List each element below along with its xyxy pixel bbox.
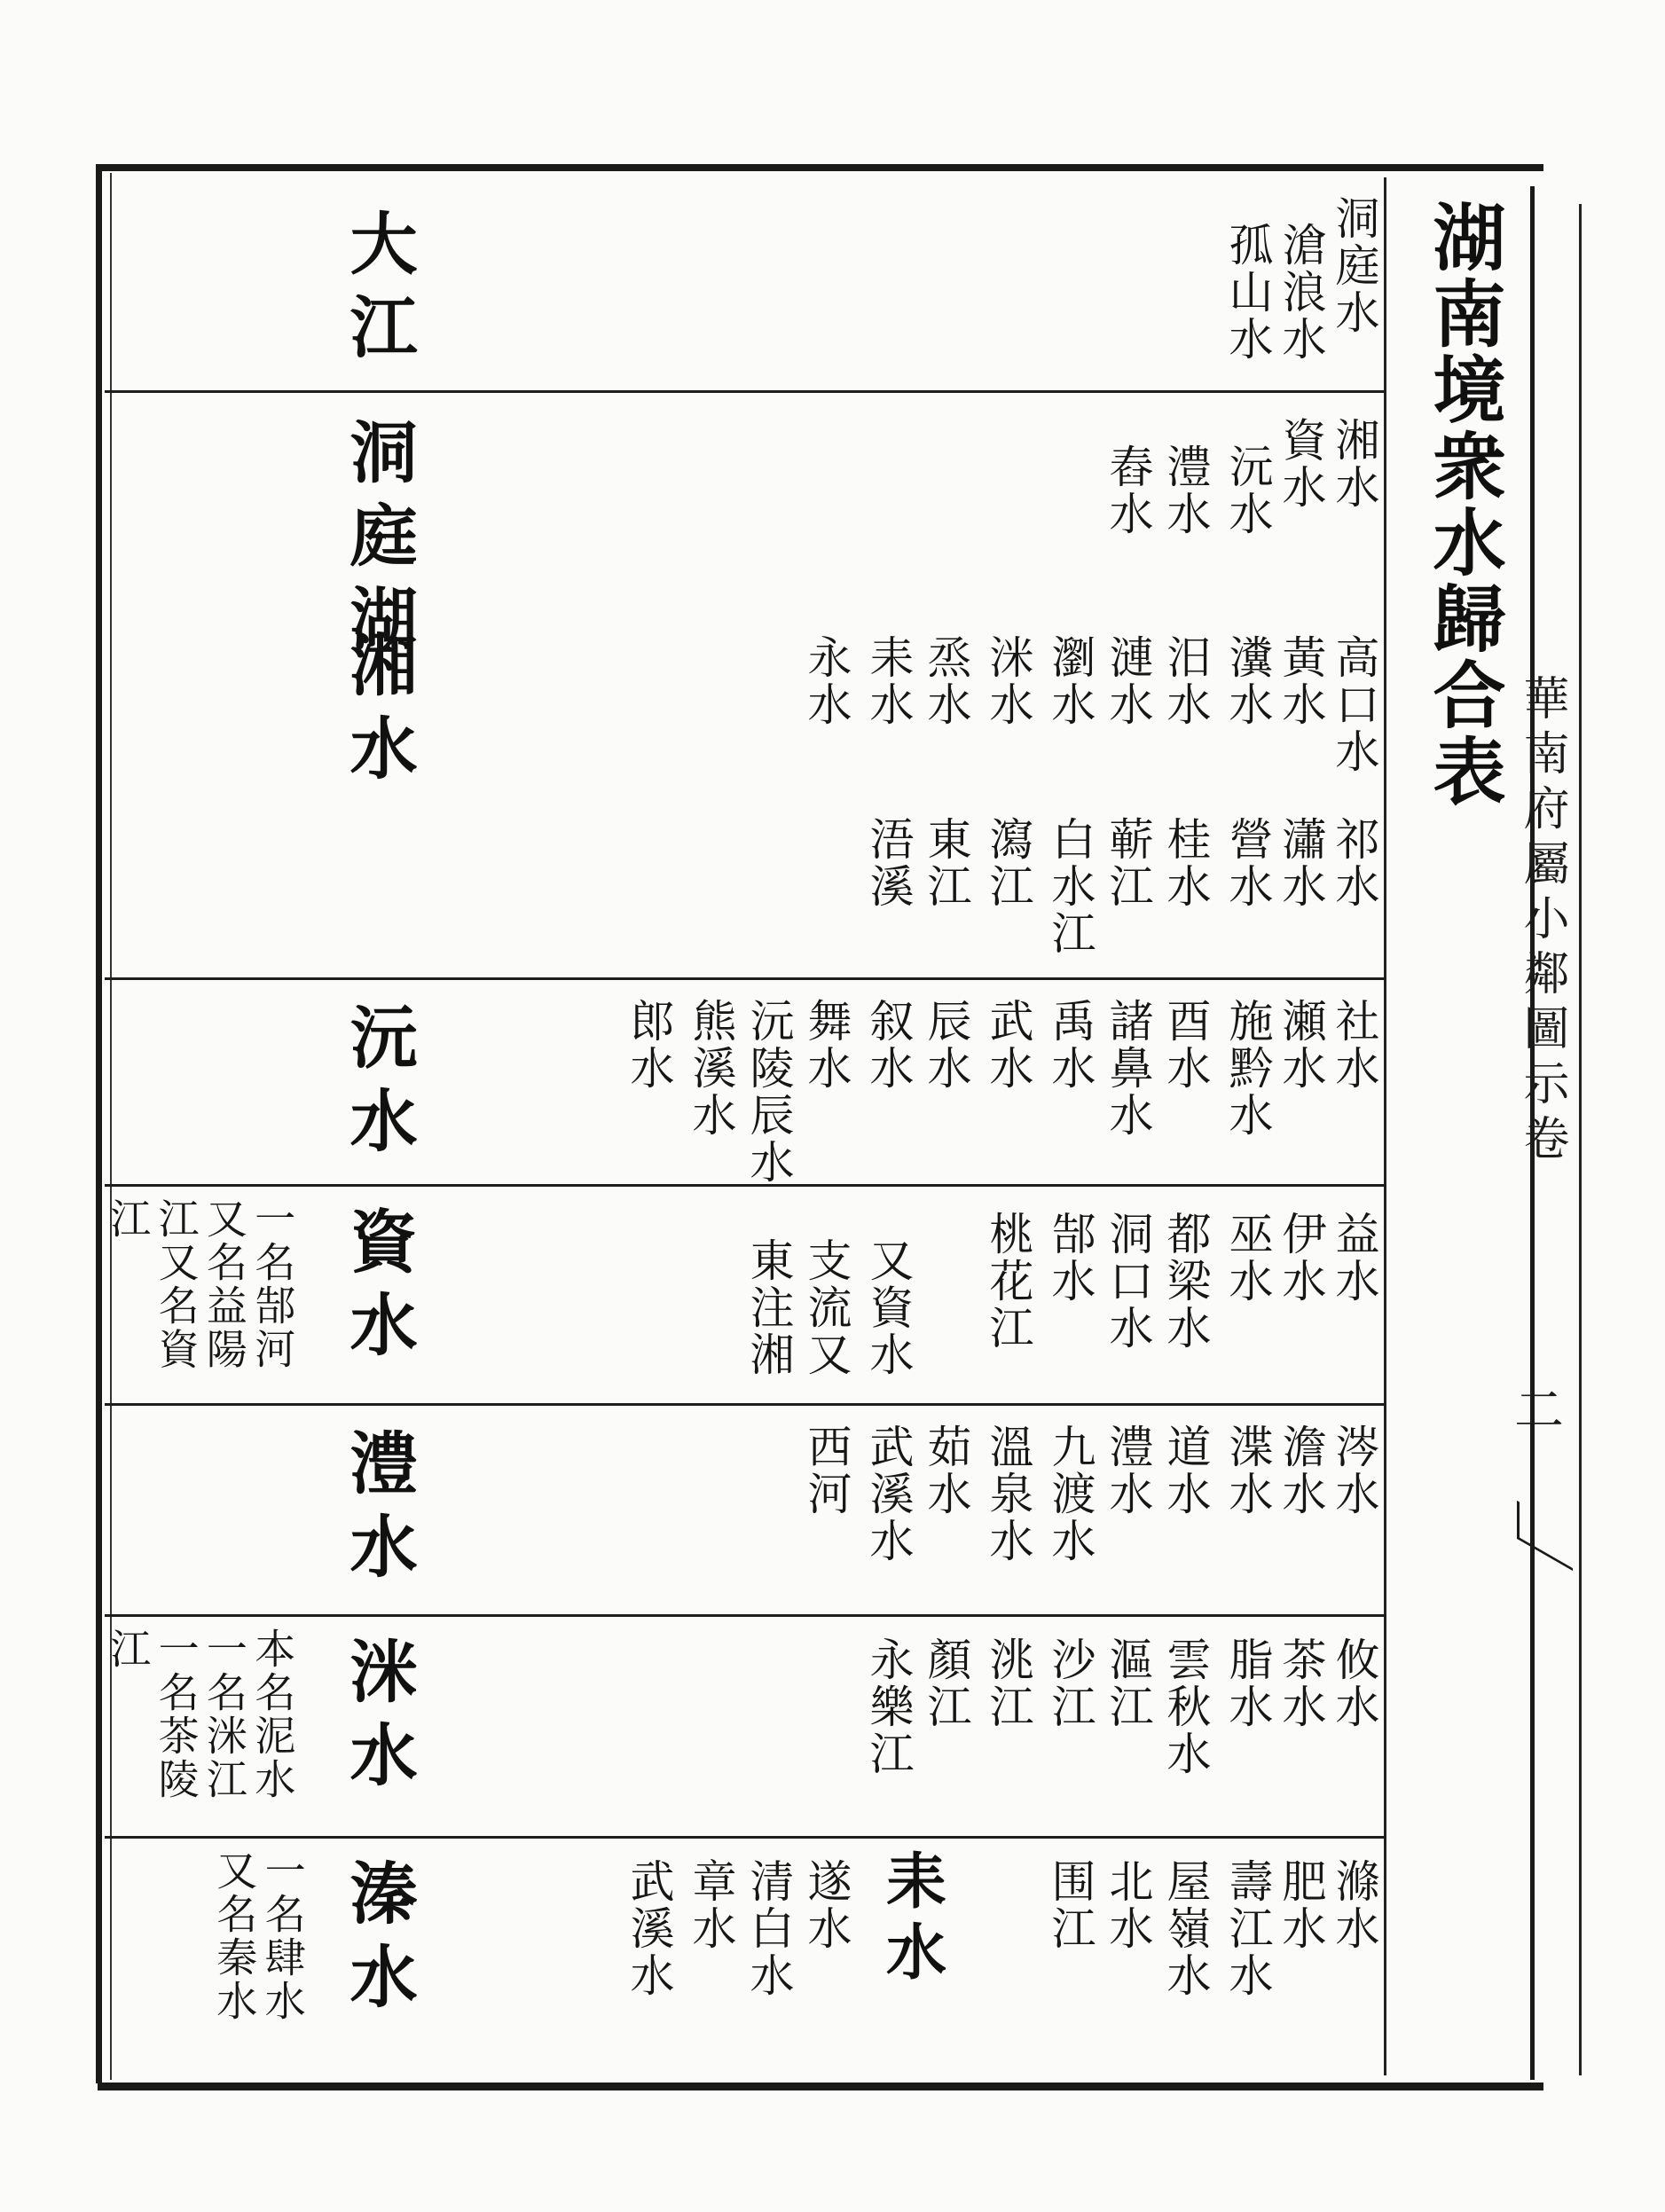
tributary: 永水 — [800, 634, 852, 728]
row-divider — [105, 1614, 1386, 1617]
frame-left-border — [96, 164, 102, 2083]
tributary: 澧水 — [1102, 1424, 1154, 1518]
tributary: 烝水 — [920, 634, 972, 728]
row-divider — [105, 1836, 1386, 1839]
main-river-xiangshui: 湘水 — [339, 630, 419, 796]
note-line: 一名肆水 — [258, 1849, 307, 2023]
tributary: 瀉江 — [982, 816, 1034, 910]
tributary: 白水江 — [1044, 816, 1096, 957]
tributary: 資水 — [1275, 417, 1327, 511]
tributary: 祁水 — [1328, 816, 1380, 910]
tributary: 茶水 — [1275, 1636, 1327, 1730]
note-block — [104, 1628, 297, 1801]
tributary: 清白水 — [742, 1858, 795, 1999]
tributary: 巫水 — [1221, 1211, 1274, 1305]
tributary: 舞水 — [800, 998, 852, 1092]
tributary: 又資水 — [862, 1237, 915, 1378]
spine-rule — [1579, 204, 1582, 2075]
note-line: 一名郜河 — [248, 1197, 297, 1371]
tributary: 漣水 — [1102, 634, 1154, 728]
tributary: 洞庭水 — [1328, 195, 1380, 336]
tributary: 瀵水 — [1221, 634, 1274, 728]
tributary: 脂水 — [1221, 1636, 1274, 1730]
tributary: 洣水 — [982, 634, 1034, 728]
tributary: 都梁水 — [1159, 1211, 1212, 1352]
tributary: 施黔水 — [1221, 998, 1274, 1139]
tributary: 禹水 — [1044, 998, 1096, 1092]
note-block — [210, 1849, 307, 2023]
tributary: 壽江水 — [1221, 1858, 1274, 1999]
note-line: 一名茶陵 — [152, 1628, 200, 1801]
tributary: 道水 — [1159, 1424, 1212, 1518]
note-line: 江 — [104, 1197, 153, 1241]
page-number: 二 — [1506, 1384, 1564, 1433]
tributary: 伊水 — [1275, 1211, 1327, 1305]
tributary: 肥水 — [1275, 1858, 1327, 1952]
tributary: 涔水 — [1328, 1424, 1380, 1518]
tributary: 沅水 — [1221, 443, 1274, 537]
title-rule — [1384, 177, 1386, 2075]
tributary: 高口水 — [1328, 634, 1380, 775]
note-line: 又名秦水 — [210, 1849, 259, 2023]
tributary: 孤山水 — [1221, 222, 1274, 363]
tributary: 汨水 — [1159, 634, 1212, 728]
tributary: 滄浪水 — [1275, 222, 1327, 363]
tributary: 浯溪 — [862, 816, 915, 910]
tributary: 東江 — [920, 816, 972, 910]
main-river-dajiang: 大江 — [339, 208, 419, 375]
note-line: 江又名資 — [152, 1197, 200, 1371]
tributary: 章水 — [685, 1858, 737, 1952]
tributary: 酉水 — [1159, 998, 1212, 1092]
tributary: 耒水 — [862, 634, 915, 728]
note-block — [104, 1197, 297, 1371]
tributary: 澹水 — [1275, 1424, 1327, 1518]
tributary: 東注湘 — [742, 1237, 795, 1378]
tributary: 顏江 — [920, 1636, 972, 1730]
tributary: 洞口水 — [1102, 1211, 1154, 1352]
tributary: 九渡水 — [1044, 1424, 1096, 1565]
row-divider — [105, 1403, 1386, 1406]
tributary: 溫泉水 — [982, 1424, 1034, 1565]
tributary: 攸水 — [1328, 1636, 1380, 1730]
tributary: 舂水 — [1102, 443, 1154, 537]
main-river-zishui: 資水 — [339, 1206, 419, 1373]
main-river-yuanshui: 沅水 — [339, 1002, 419, 1169]
tributary: 武溪水 — [623, 1858, 675, 1999]
tributary: 遂水 — [800, 1858, 852, 1952]
note-line: 本名泥水 — [248, 1628, 297, 1801]
tributary: 諸鼻水 — [1102, 998, 1154, 1139]
tributary: 永樂江 — [862, 1636, 915, 1777]
tributary: 北水 — [1102, 1858, 1154, 1952]
tributary: 屋嶺水 — [1159, 1858, 1212, 1999]
tributary: 西河 — [800, 1424, 852, 1518]
tributary: 郜水 — [1044, 1211, 1096, 1305]
tributary: 沅陵辰水 — [742, 998, 795, 1186]
row-divider — [105, 390, 1386, 393]
tributary: 围江 — [1044, 1858, 1096, 1952]
tributary: 蕲江 — [1102, 816, 1154, 910]
tributary: 武水 — [982, 998, 1034, 1092]
main-river-dongtinghu: 洞庭湖 — [339, 417, 419, 667]
tributary: 熊溪水 — [685, 998, 737, 1139]
tributary: 渫水 — [1221, 1424, 1274, 1518]
tributary: 滌水 — [1328, 1858, 1380, 1952]
row-divider — [105, 977, 1386, 980]
tributary: 辰水 — [920, 998, 972, 1092]
note-line: 江 — [104, 1628, 153, 1671]
note-line: 一名洣江 — [200, 1628, 248, 1801]
tributary: 瀏水 — [1044, 634, 1096, 728]
tributary: 雲秋水 — [1159, 1636, 1212, 1777]
page-title: 湖南境衆水歸合表 — [1421, 200, 1506, 810]
main-river-lishui: 澧水 — [339, 1428, 419, 1595]
tributary: 茹水 — [920, 1424, 972, 1518]
tributary: 洮江 — [982, 1636, 1034, 1730]
tributary: 澧水 — [1159, 443, 1212, 537]
tributary: 桃花江 — [982, 1211, 1034, 1352]
note-line: 又名益陽 — [200, 1197, 248, 1371]
tributary: 郎水 — [623, 998, 675, 1092]
tributary: 湘水 — [1328, 417, 1380, 511]
page-frame — [98, 164, 1543, 2090]
main-river-mishui: 洣水 — [339, 1636, 419, 1803]
tributary: 社水 — [1328, 998, 1380, 1092]
tributary: 沙江 — [1044, 1636, 1096, 1730]
tributary: 漚江 — [1102, 1636, 1154, 1730]
tributary: 瀬水 — [1275, 998, 1327, 1092]
tributary: 桂水 — [1159, 816, 1212, 910]
tributary: 武溪水 — [862, 1424, 915, 1565]
sub-main-river-leishui: 耒水 — [876, 1849, 947, 1991]
tributary: 營水 — [1221, 816, 1274, 910]
tributary: 支流又 — [800, 1237, 852, 1378]
spine-label: 華南府屬小鄰圖示卷 — [1515, 674, 1568, 1169]
tributary: 瀟水 — [1275, 816, 1327, 910]
tributary: 益水 — [1328, 1211, 1380, 1305]
main-river-zhenshui: 溱水 — [339, 1858, 419, 2025]
tributary: 叙水 — [862, 998, 915, 1092]
tributary: 黃水 — [1275, 634, 1327, 728]
